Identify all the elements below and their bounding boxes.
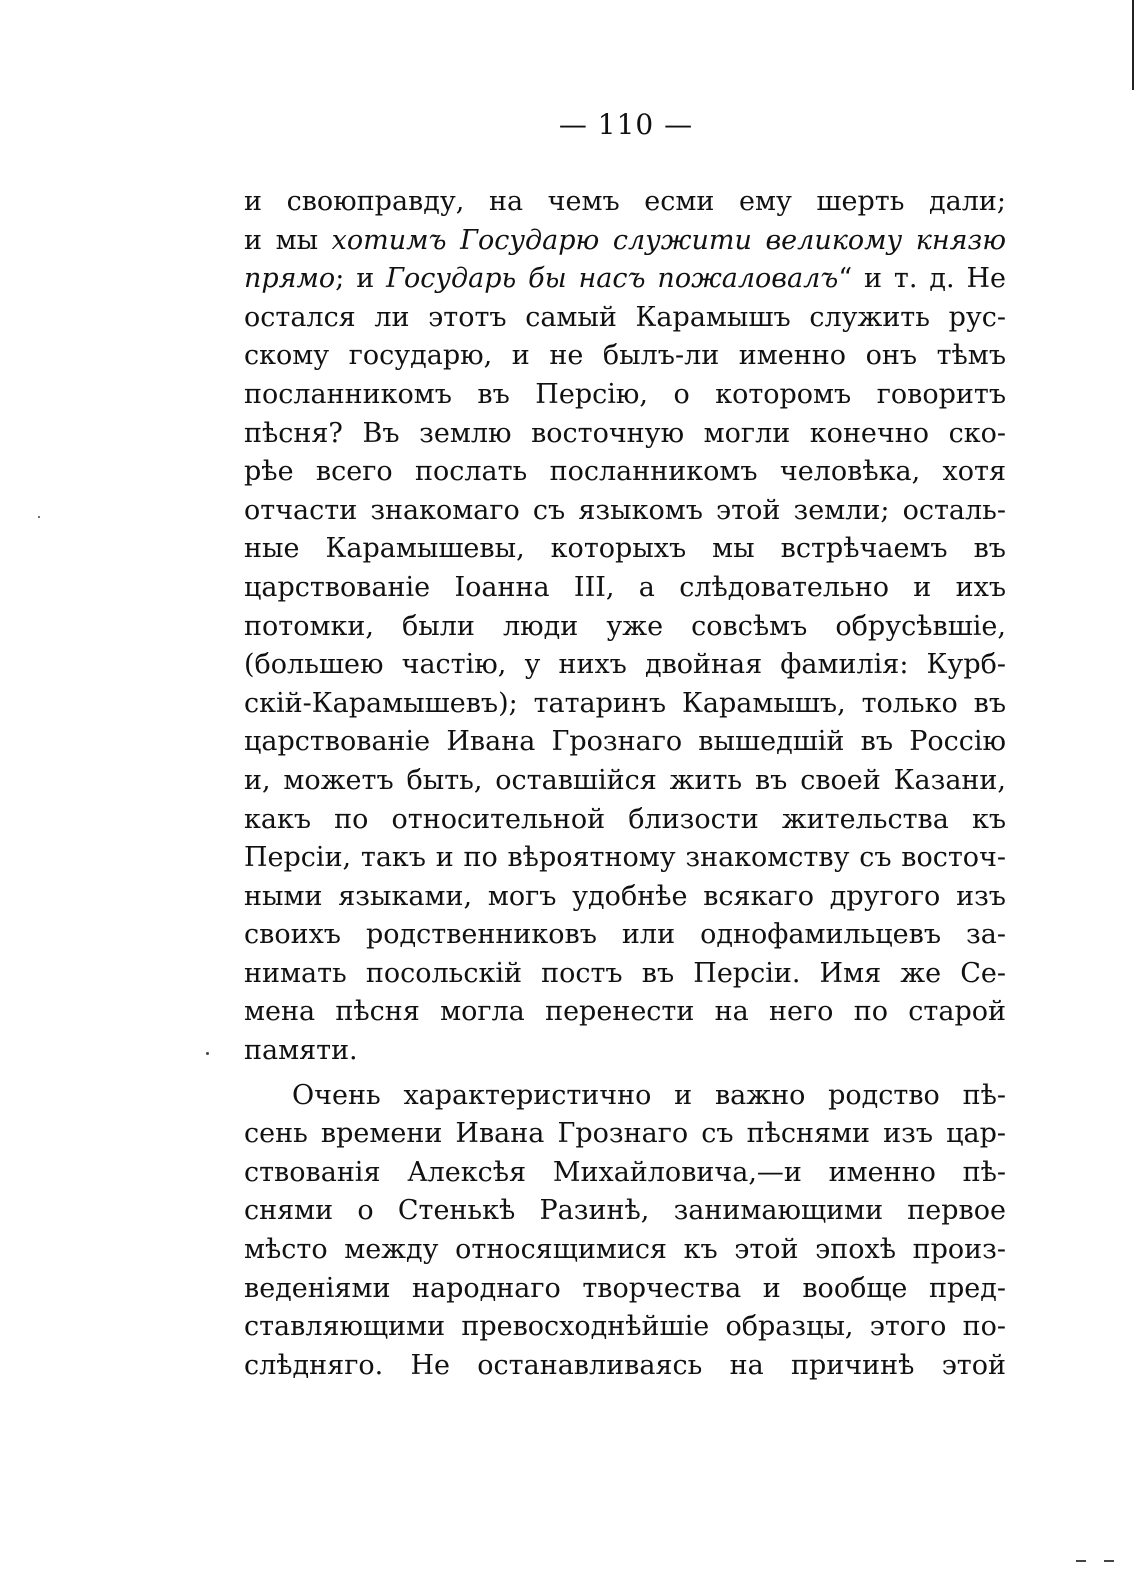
text-run: остался ли этотъ самый Карамышъ служить рус- — [244, 301, 1006, 333]
text-run: посланникомъ въ Персію, о которомъ говоритъ — [244, 378, 1006, 410]
text-line — [244, 916, 1006, 955]
text-run: царствованіе Іоанна III, а слѣдовательно и ихъ — [244, 571, 1006, 603]
text-line: веденіями народнаго творчества и вообще пред- — [244, 1272, 1006, 1304]
text-run: нимать посольскій постъ въ Персіи. Имя же Се- — [244, 957, 1006, 989]
text-line — [244, 453, 1006, 492]
paragraph-1 — [244, 183, 1006, 1071]
text-line — [244, 569, 1006, 608]
text-run: скій-Карамышевъ); татаринъ Карамышъ, только въ — [244, 687, 1006, 719]
text-line: ставляющими превосходнѣйшіе образцы, этого по- — [244, 1311, 1006, 1343]
scan-speck — [206, 1052, 209, 1055]
text-line — [244, 646, 1006, 685]
text-run: царствованіе Ивана Грознаго вышедшій въ Россію — [244, 726, 1006, 758]
italic-quote: хотимъ Государю служити великому князю — [331, 224, 1006, 256]
text-line — [244, 222, 1006, 261]
text-line — [244, 415, 1006, 454]
page-number: — 110 — — [558, 108, 694, 141]
text-run: скому государю, и не былъ-ли именно онъ тѣмъ — [244, 340, 1006, 372]
text-run: своихъ родственниковъ или однофамильцевъ за- — [244, 919, 1006, 951]
text-run: памяти. — [244, 1035, 358, 1067]
italic-quote: прямо — [244, 263, 336, 295]
text-line — [244, 299, 1006, 338]
text-line: сень времени Ивана Грознаго съ пѣснями изъ цар- — [244, 1118, 1006, 1150]
text-line: слѣдняго. Не останавливаясь на причинѣ этой — [244, 1349, 1006, 1381]
text-line: ствованія Алексѣя Михайловича,—и именно пѣ- — [244, 1156, 1006, 1188]
text-run: Персіи, такъ и по вѣроятному знакомству съ восточ- — [244, 842, 1006, 874]
text-line — [244, 492, 1006, 531]
italic-quote: Государь бы насъ пожаловалъ — [386, 263, 839, 295]
text-run: потомки, были люди уже совсѣмъ обрусѣвшіе, — [244, 610, 1006, 642]
text-line — [244, 530, 1006, 569]
text-line — [244, 801, 1006, 840]
text-line — [244, 685, 1006, 724]
page-edge-line — [1132, 0, 1134, 90]
text-line — [244, 723, 1006, 762]
text-run: и, можетъ быть, оставшійся жить въ своей Казани, — [244, 764, 1006, 796]
text-run: (большею частію, у нихъ двойная фамилія: Курб- — [244, 649, 1006, 681]
text-line — [244, 955, 1006, 994]
text-line — [244, 337, 1006, 376]
text-line — [244, 183, 1006, 222]
scan-speck — [38, 516, 40, 518]
text-run: “ и т. д. Не — [838, 263, 1006, 295]
text-run: ными языками, могъ удобнѣе всякаго другого изъ — [244, 880, 1006, 912]
text-line: Очень характеристично и важно родство пѣ- — [292, 1079, 1006, 1111]
text-run: отчасти знакомаго съ языкомъ этой земли; осталь- — [244, 494, 1006, 526]
text-run: и своюправду, на чемъ есми ему шерть дали; — [244, 186, 1006, 217]
text-run: мена пѣсня могла перенести на него по старой — [244, 996, 1006, 1028]
text-run: ; и — [335, 263, 387, 295]
text-run: рѣе всего послать посланникомъ человѣка, хотя — [244, 456, 1006, 488]
text-line — [244, 878, 1006, 917]
text-line — [244, 839, 1006, 878]
text-run: ные Карамышевы, которыхъ мы встрѣчаемъ въ — [244, 533, 1006, 565]
text-line — [244, 762, 1006, 801]
scan-speck — [1104, 1560, 1114, 1562]
paragraph-2 — [244, 1077, 1006, 1386]
text-run: и мы — [244, 224, 332, 256]
scan-speck — [1076, 1560, 1086, 1562]
text-line: снями о Стенькѣ Разинѣ, занимающими первое — [244, 1195, 1006, 1227]
text-run: пѣсня? Въ землю восточную могли конечно ско- — [244, 417, 1006, 449]
text-line — [244, 1032, 1006, 1071]
text-line — [244, 993, 1006, 1032]
text-run: какъ по относительной близости жительства къ — [244, 803, 1006, 835]
body-text — [244, 183, 1006, 1385]
text-line: мѣсто между относящимися къ этой эпохѣ произ- — [244, 1234, 1006, 1266]
text-line — [244, 260, 1006, 299]
text-line — [244, 376, 1006, 415]
text-line — [244, 608, 1006, 647]
